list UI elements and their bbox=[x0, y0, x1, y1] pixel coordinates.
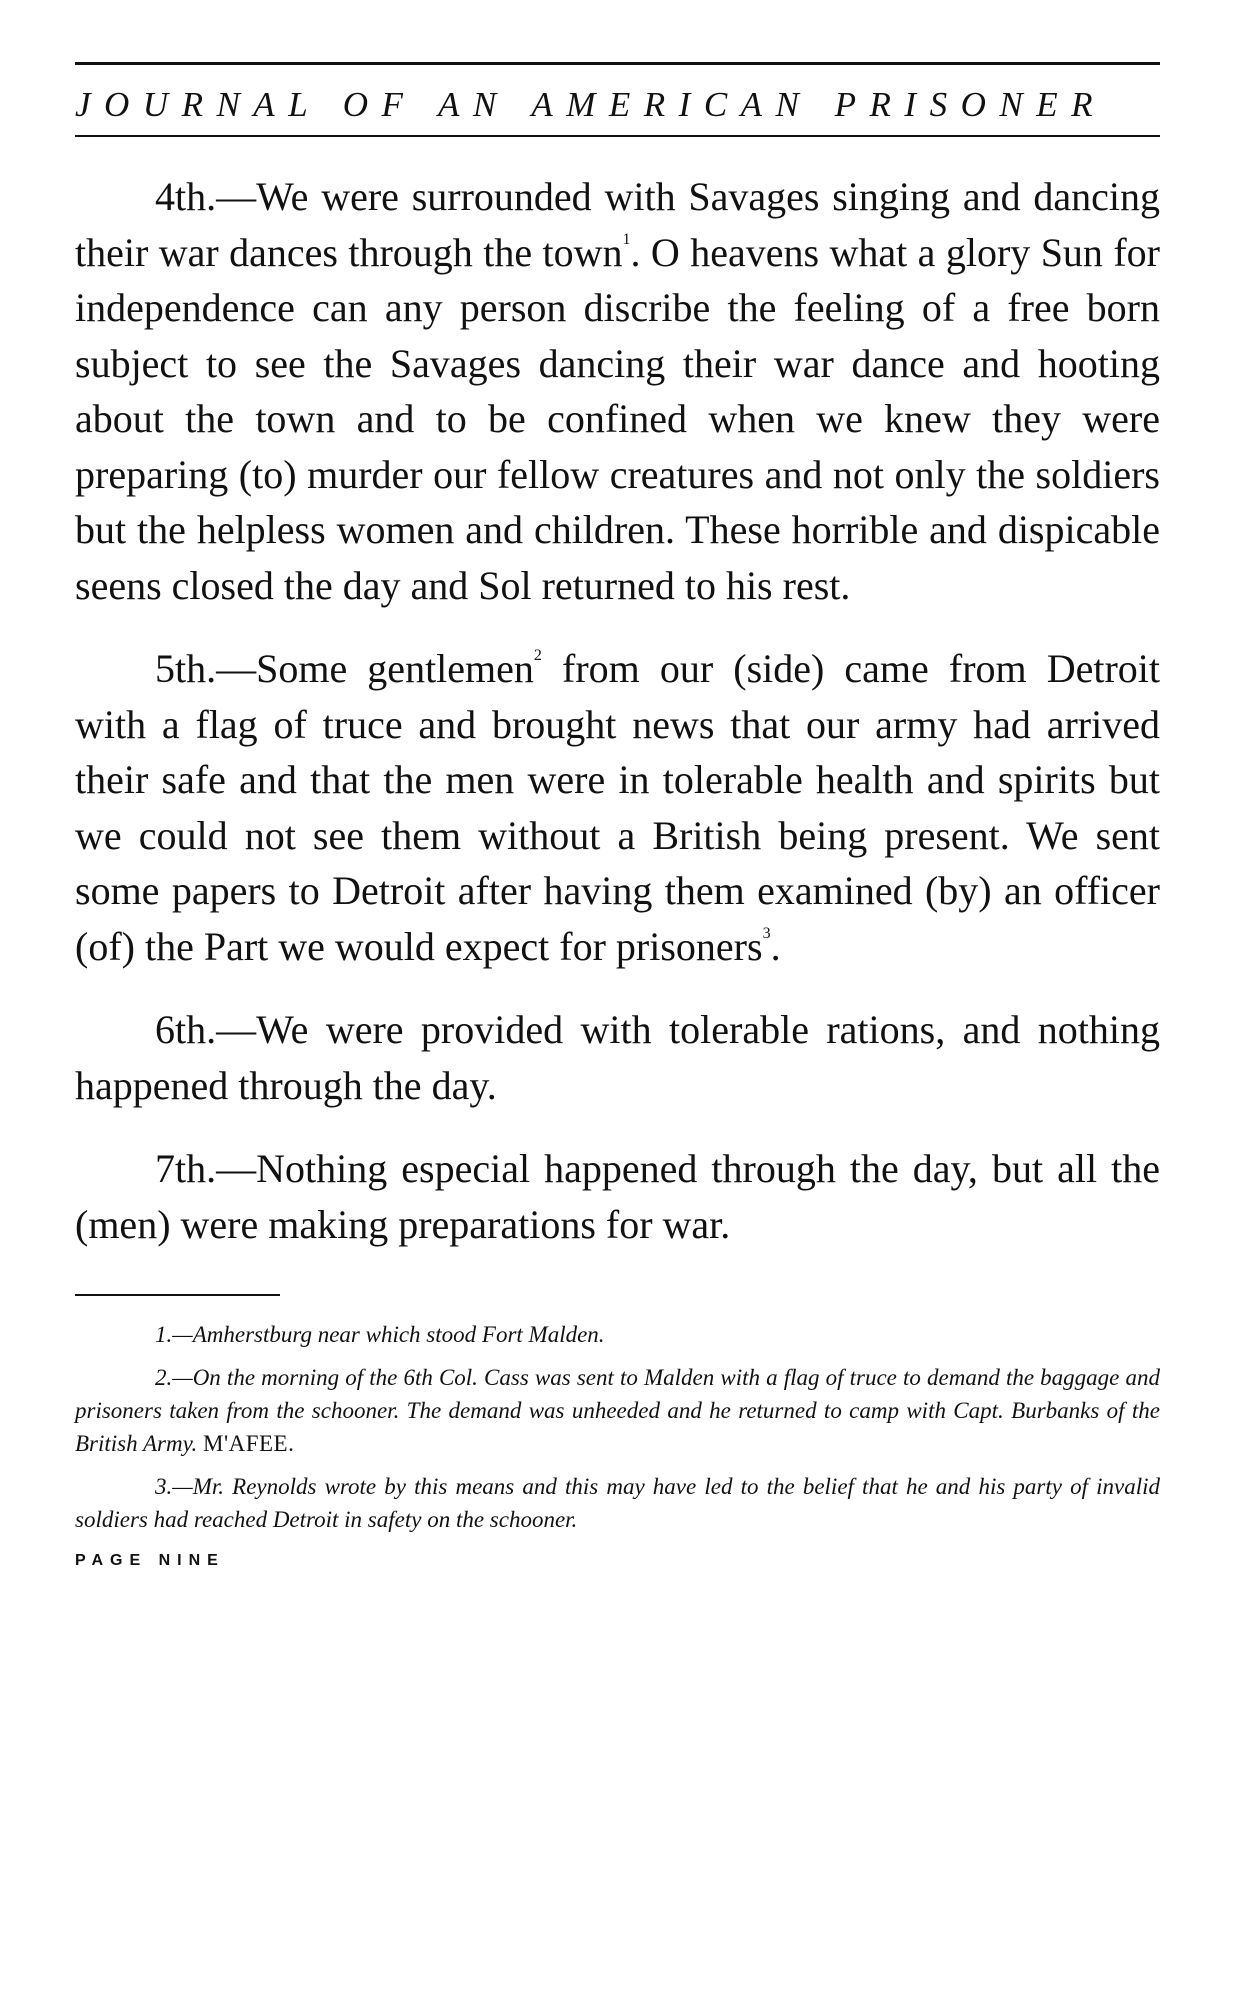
footnote-text: 2.—On the morning of the 6th Col. Cass was sent to Malden with a flag of truce to demand the baggage and prisoners taken from the schooner. The demand was unheeded and he returned to camp with Capt. Burbanks of the British Army. bbox=[75, 1365, 1160, 1456]
running-header: JOURNAL OF AN AMERICAN PRISONER bbox=[75, 85, 1106, 124]
entry-4th bbox=[75, 169, 1160, 613]
footnote-rule bbox=[75, 1294, 280, 1296]
footnote-2 bbox=[75, 1361, 1160, 1460]
footnote-author: M'AFEE. bbox=[203, 1431, 295, 1456]
header-bottom-rule bbox=[75, 135, 1160, 137]
entry-5th bbox=[75, 641, 1160, 974]
entry-text: . bbox=[770, 923, 781, 969]
footnote-3: 3.—Mr. Reynolds wrote by this means and this may have led to the belief that he and his party of invalid soldiers had reached Detroit in safety on the schooner. bbox=[75, 1474, 1160, 1532]
footnote-ref: 2 bbox=[533, 647, 542, 664]
entry-text: 5th.—Some gentlemen bbox=[155, 646, 534, 691]
entry-text: from our (side) came from Detroit with a flag of truce and brought news that our army had arrived their safe and that the men were in tolerable health and spirits but we could not see them without a British being present. We sent some papers to Detroit after having them examined (by) an officer (of) the Part we would expect for prisoners bbox=[75, 646, 1161, 969]
entry-text: . O heavens what a glory Sun for independence can any person discribe the feeling of a free born subject to see the Savages dancing their war dance and hooting about the town and to be confined when we knew they were preparing (to) murder our fellow creatures and not only the soldiers but the helpless women and children. These horrible and dispicable seens closed the day and Sol returned to his rest. bbox=[75, 229, 1160, 608]
footnote-1: 1.—Amherstburg near which stood Fort Malden. bbox=[155, 1322, 605, 1347]
footnotes bbox=[75, 1318, 1160, 1536]
page bbox=[75, 62, 1160, 1570]
entry-text: 4th.—We were surrounded with Savages singing and dancing their war dances through the town bbox=[75, 174, 1160, 275]
footnote-ref: 1 bbox=[622, 230, 631, 248]
page-number-label: PAGE NINE bbox=[75, 1552, 225, 1569]
footnote-ref: 3 bbox=[762, 924, 771, 942]
entry-6th: 6th.—We were provided with tolerable rations, and nothing happened through the day. bbox=[75, 1007, 1160, 1108]
entry-7th: 7th.—Nothing especial happened through the day, but all the (men) were making preparations for war. bbox=[75, 1146, 1160, 1247]
journal-body bbox=[75, 169, 1160, 1252]
